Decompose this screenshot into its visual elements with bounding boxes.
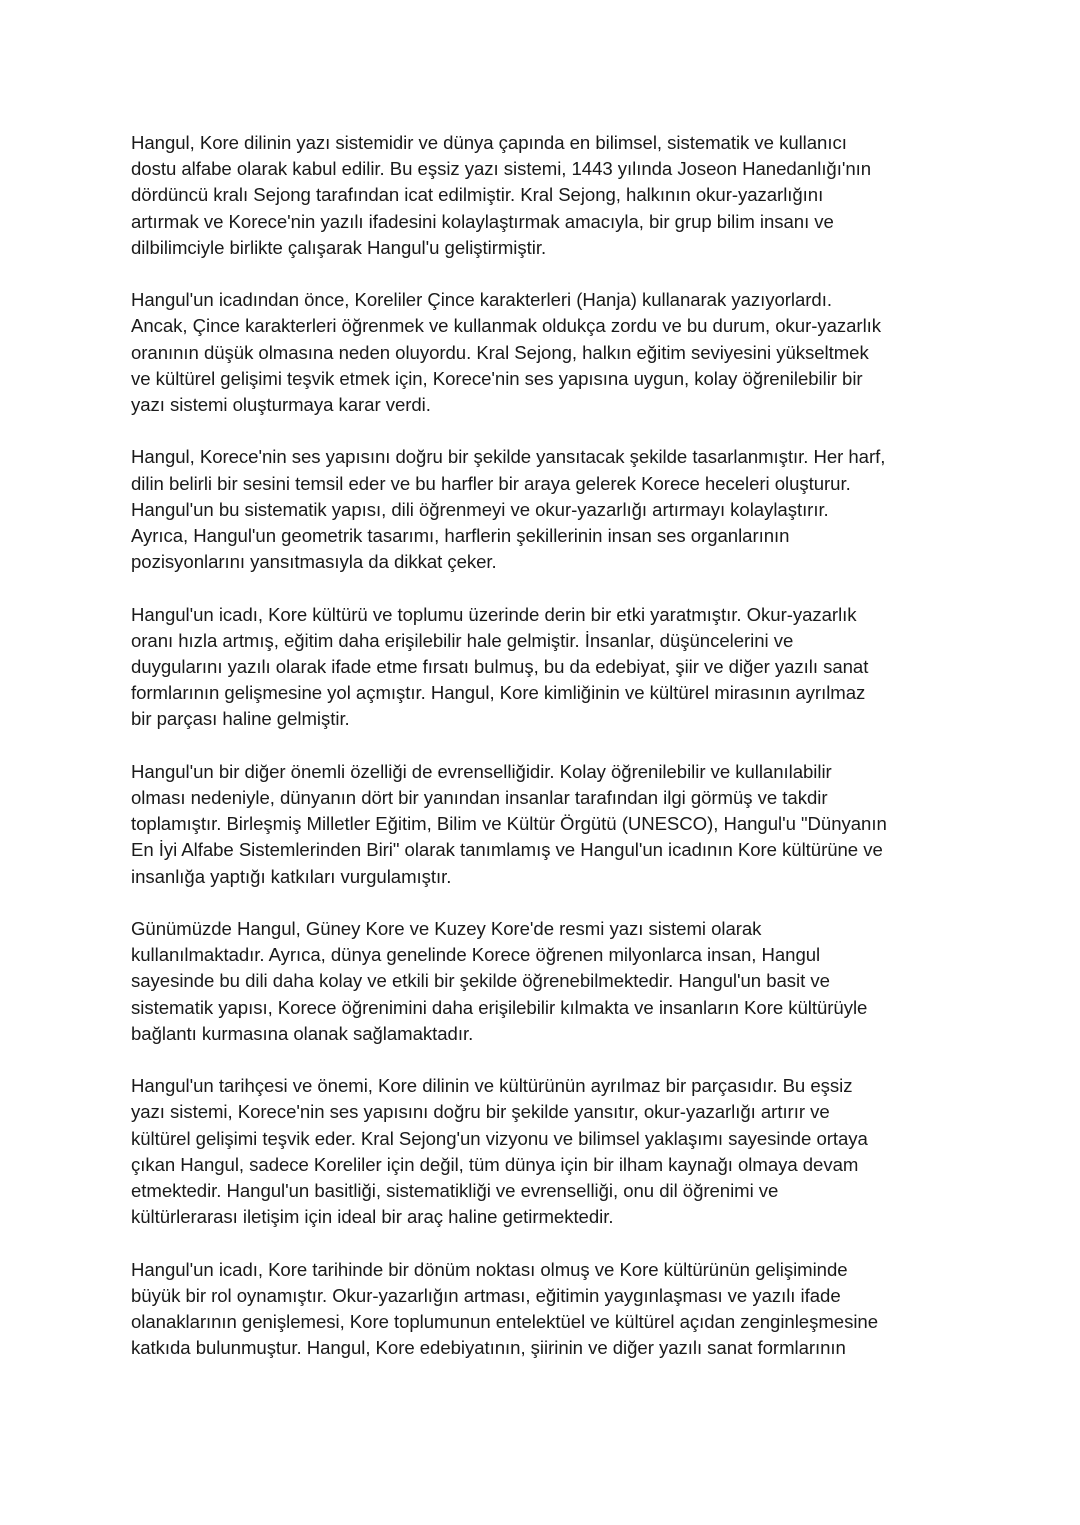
text-line: Hangul'un bir diğer önemli özelliği de evrenselliğidir. Kolay öğrenilebilir ve kullanılabilir — [131, 760, 832, 782]
text-line: bağlantı kurmasına olanak sağlamaktadır. — [131, 1022, 474, 1044]
text-line: Hangul'un bu sistematik yapısı, dili öğrenmeyi ve okur-yazarlığı artırmayı kolaylaştırır. — [131, 498, 829, 520]
text-line: kullanılmaktadır. Ayrıca, dünya genelinde Korece öğrenen milyonlarca insan, Hangul — [131, 944, 821, 966]
text-line: yazı sistemi oluşturmaya karar verdi. — [131, 394, 431, 416]
text-line: oranı hızla artmış, eğitim daha erişilebilir hale gelmiştir. İnsanlar, düşüncelerini ve — [131, 629, 794, 651]
text-line: etmektedir. Hangul'un basitliği, sistematikliği ve evrenselliği, onu dil öğrenimi ve — [131, 1180, 779, 1202]
text-line: Hangul'un icadından önce, Koreliler Çince karakterleri (Hanja) kullanarak yazıyorlardı. — [131, 289, 832, 311]
text-line: bir parçası haline gelmiştir. — [131, 708, 350, 730]
text-line: formlarının gelişmesine yol açmıştır. Hangul, Kore kimliğinin ve kültürel mirasının ayrılmaz — [131, 682, 866, 704]
paragraph-4 — [131, 602, 961, 733]
text-line: dördüncü kralı Sejong tarafından icat edilmiştir. Kral Sejong, halkının okur-yazarlığını — [131, 184, 824, 206]
paragraph-7 — [131, 1073, 961, 1230]
text-line: oranının düşük olmasına neden oluyordu. Kral Sejong, halkın eğitim seviyesini yükseltmek — [131, 341, 869, 363]
text-line: kültürel gelişimi teşvik eder. Kral Sejong'un vizyonu ve bilimsel yaklaşımı sayesinde ortaya — [131, 1127, 868, 1149]
text-line: En İyi Alfabe Sistemlerinden Biri" olarak tanımlamış ve Hangul'un icadının Kore kültürüne ve — [131, 839, 883, 861]
text-line: Hangul'un icadı, Kore tarihinde bir dönüm noktası olmuş ve Kore kültürünün gelişiminde — [131, 1258, 848, 1280]
text-line: katkıda bulunmuştur. Hangul, Kore edebiyatının, şiirinin ve diğer yazılı sanat formlarının — [131, 1337, 846, 1359]
text-line: Hangul'un icadı, Kore kültürü ve toplumu üzerinde derin bir etki yaratmıştır. Okur-yazarlık — [131, 603, 857, 625]
text-line: Ayrıca, Hangul'un geometrik tasarımı, harflerin şekillerinin insan ses organlarının — [131, 525, 790, 547]
text-line: Ancak, Çince karakterleri öğrenmek ve kullanmak oldukça zordu ve bu durum, okur-yazarlık — [131, 315, 882, 337]
text-line: kültürlerarası iletişim için ideal bir araç haline getirmektedir. — [131, 1206, 614, 1228]
text-line: pozisyonlarını yansıtmasıyla da dikkat çeker. — [131, 551, 497, 573]
text-line: dilin belirli bir sesini temsil eder ve bu harfler bir araya gelerek Korece heceleri oluşturur. — [131, 472, 851, 494]
paragraph-6 — [131, 916, 961, 1047]
paragraph-3 — [131, 444, 961, 575]
text-line: olması nedeniyle, dünyanın dört bir yanından insanlar tarafından ilgi görmüş ve takdir — [131, 787, 828, 809]
text-line: çıkan Hangul, sadece Koreliler için değil, tüm dünya için bir ilham kaynağı olmaya devam — [131, 1153, 859, 1175]
text-line: Günümüzde Hangul, Güney Kore ve Kuzey Kore'de resmi yazı sistemi olarak — [131, 918, 762, 940]
text-line: büyük bir rol oynamıştır. Okur-yazarlığın artması, eğitimin yaygınlaşması ve yazılı ifade — [131, 1284, 841, 1306]
paragraph-8 — [131, 1257, 961, 1362]
text-line: Hangul, Kore dilinin yazı sistemidir ve dünya çapında en bilimsel, sistematik ve kullanıcı — [131, 132, 847, 153]
text-line: toplamıştır. Birleşmiş Milletler Eğitim, Bilim ve Kültür Örgütü (UNESCO), Hangul'u "Dünyanın — [131, 813, 887, 835]
text-line: olanaklarının genişlemesi, Kore toplumunun entelektüel ve kültürel açıdan zenginleşmesine — [131, 1311, 878, 1333]
text-line: insanlığa yaptığı katkıları vurgulamıştır. — [131, 865, 452, 887]
text-line: Hangul'un tarihçesi ve önemi, Kore dilinin ve kültürünün ayrılmaz bir parçasıdır. Bu eşsiz — [131, 1075, 853, 1097]
text-line: yazı sistemi, Korece'nin ses yapısını doğru bir şekilde yansıtır, okur-yazarlığı artırır ve — [131, 1101, 830, 1123]
document-page — [131, 130, 961, 1388]
paragraph-5 — [131, 759, 961, 890]
paragraph-2 — [131, 287, 961, 418]
text-line: artırmak ve Korece'nin yazılı ifadesini kolaylaştırmak amacıyla, bir grup bilim insanı ve — [131, 210, 834, 232]
text-line: sistematik yapısı, Korece öğrenimini daha erişilebilir kılmakta ve insanların Kore kültürüyle — [131, 996, 868, 1018]
text-line: sayesinde bu dili daha kolay ve etkili bir şekilde öğrenebilmektedir. Hangul'un basit ve — [131, 970, 830, 992]
text-line: ve kültürel gelişimi teşvik etmek için, Korece'nin ses yapısına uygun, kolay öğrenilebilir bir — [131, 367, 863, 389]
paragraph-1 — [131, 130, 961, 261]
text-line: duygularını yazılı olarak ifade etme fırsatı bulmuş, bu da edebiyat, şiir ve diğer yazılı sanat — [131, 656, 869, 678]
text-line: Hangul, Korece'nin ses yapısını doğru bir şekilde yansıtacak şekilde tasarlanmıştır. Her harf, — [131, 446, 886, 468]
text-line: dostu alfabe olarak kabul edilir. Bu eşsiz yazı sistemi, 1443 yılında Joseon Hanedanlığı'nın — [131, 158, 872, 180]
text-line: dilbilimciyle birlikte çalışarak Hangul'u geliştirmiştir. — [131, 236, 547, 258]
